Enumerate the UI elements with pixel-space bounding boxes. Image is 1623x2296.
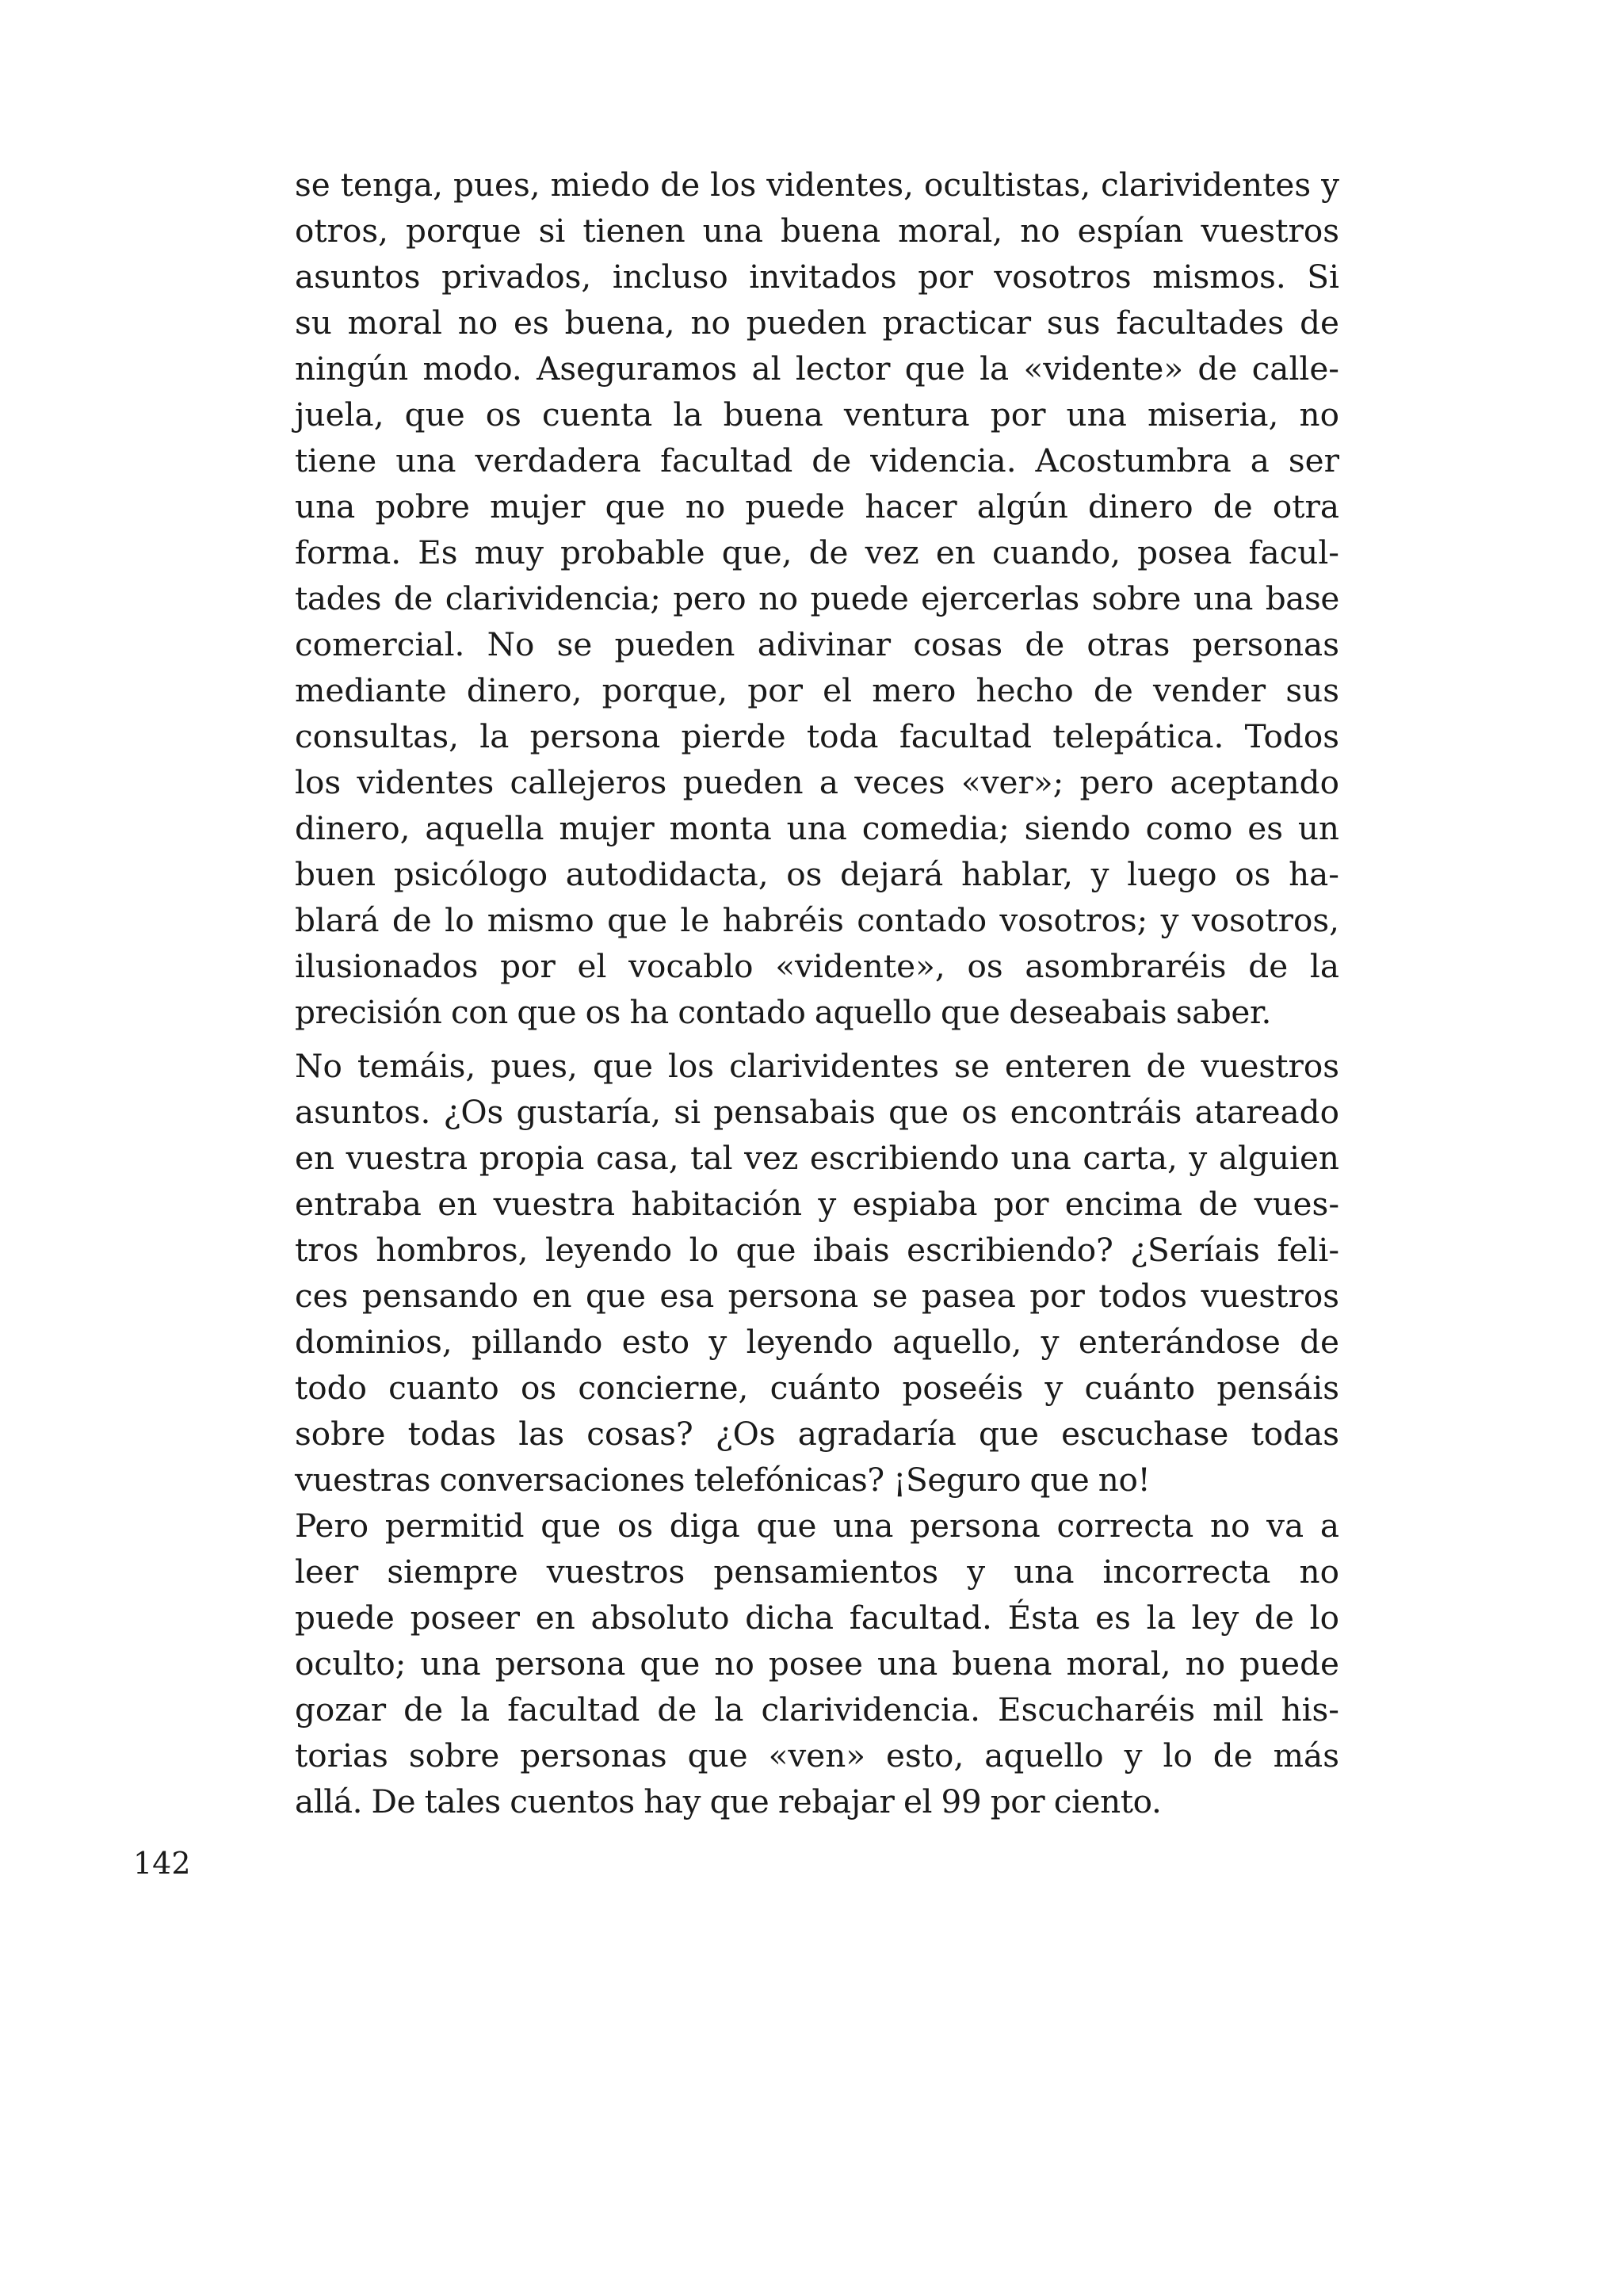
text-line: puede poseer en absoluto dicha facultad. Ésta es la ley de lo: [295, 1599, 1339, 1637]
text-line: Pero permitid que os diga que una persona correcta no va a: [295, 1507, 1339, 1545]
text-line: forma. Es muy probable que, de vez en cuando, posea facul-: [295, 533, 1339, 571]
text-line: ces pensando en que esa persona se pasea por todos vuestros: [295, 1277, 1339, 1315]
text-line: dinero, aquella mujer monta una comedia; siendo como es un: [295, 809, 1339, 847]
text-line: torias sobre personas que «ven» esto, aquello y lo de más: [295, 1736, 1339, 1775]
text-line: leer siempre vuestros pensamientos y una incorrecta no: [295, 1553, 1339, 1591]
text-line: buen psicólogo autodidacta, os dejará hablar, y luego os ha-: [295, 855, 1339, 893]
text-line: vuestras conversaciones telefónicas? ¡Seguro que no!: [295, 1461, 1151, 1499]
text-line: juela, que os cuenta la buena ventura por una miseria, no: [295, 395, 1339, 434]
text-line: en vuestra propia casa, tal vez escribiendo una carta, y alguien: [295, 1139, 1339, 1177]
paragraph: [295, 1043, 1339, 1503]
text-line: todo cuanto os concierne, cuánto poseéis y cuánto pensáis: [295, 1369, 1339, 1407]
text-line: se tenga, pues, miedo de los videntes, ocultistas, clarividentes y: [295, 166, 1339, 204]
text-line: asuntos privados, incluso invitados por vosotros mismos. Si: [295, 258, 1339, 296]
text-line: gozar de la facultad de la clarividencia. Escucharéis mil his-: [295, 1690, 1339, 1729]
text-line: mediante dinero, porque, por el mero hecho de vender sus: [295, 671, 1339, 709]
text-line: entraba en vuestra habitación y espiaba por encima de vues-: [295, 1185, 1339, 1223]
text-line: dominios, pillando esto y leyendo aquello, y enterándose de: [295, 1323, 1339, 1361]
text-line: tades de clarividencia; pero no puede ejercerlas sobre una base: [295, 579, 1339, 617]
paragraph: [295, 162, 1339, 1035]
page-number: 142: [133, 1846, 191, 1881]
text-line: precisión con que os ha contado aquello que deseabais saber.: [295, 993, 1271, 1031]
text-line: otros, porque si tienen una buena moral, no espían vuestros: [295, 212, 1339, 250]
text-line: oculto; una persona que no posee una buena moral, no puede: [295, 1645, 1339, 1683]
text-line: No temáis, pues, que los clarividentes se enteren de vuestros: [295, 1047, 1339, 1085]
text-line: tros hombros, leyendo lo que ibais escribiendo? ¿Seríais feli-: [295, 1231, 1339, 1269]
text-line: los videntes callejeros pueden a veces «ver»; pero aceptando: [295, 763, 1339, 801]
text-line: tiene una verdadera facultad de videncia. Acostumbra a ser: [295, 441, 1339, 479]
text-line: su moral no es buena, no pueden practicar sus facultades de: [295, 304, 1339, 342]
text-line: ilusionados por el vocablo «vidente», os asombraréis de la: [295, 947, 1339, 985]
text-line: blará de lo mismo que le habréis contado vosotros; y vosotros,: [295, 901, 1339, 939]
paragraph: [295, 1503, 1339, 1824]
text-line: comercial. No se pueden adivinar cosas de otras personas: [295, 625, 1339, 663]
text-line: ningún modo. Aseguramos al lector que la «vidente» de calle-: [295, 350, 1339, 388]
text-line: sobre todas las cosas? ¿Os agradaría que escuchase todas: [295, 1415, 1339, 1453]
body-text: [295, 162, 1339, 1824]
paragraph-gap: [295, 1035, 1339, 1043]
text-line: allá. De tales cuentos hay que rebajar el 99 por ciento.: [295, 1782, 1162, 1820]
text-line: asuntos. ¿Os gustaría, si pensabais que os encontráis atareado: [295, 1093, 1339, 1131]
text-line: consultas, la persona pierde toda facultad telepática. Todos: [295, 717, 1339, 755]
text-line: una pobre mujer que no puede hacer algún dinero de otra: [295, 487, 1339, 525]
